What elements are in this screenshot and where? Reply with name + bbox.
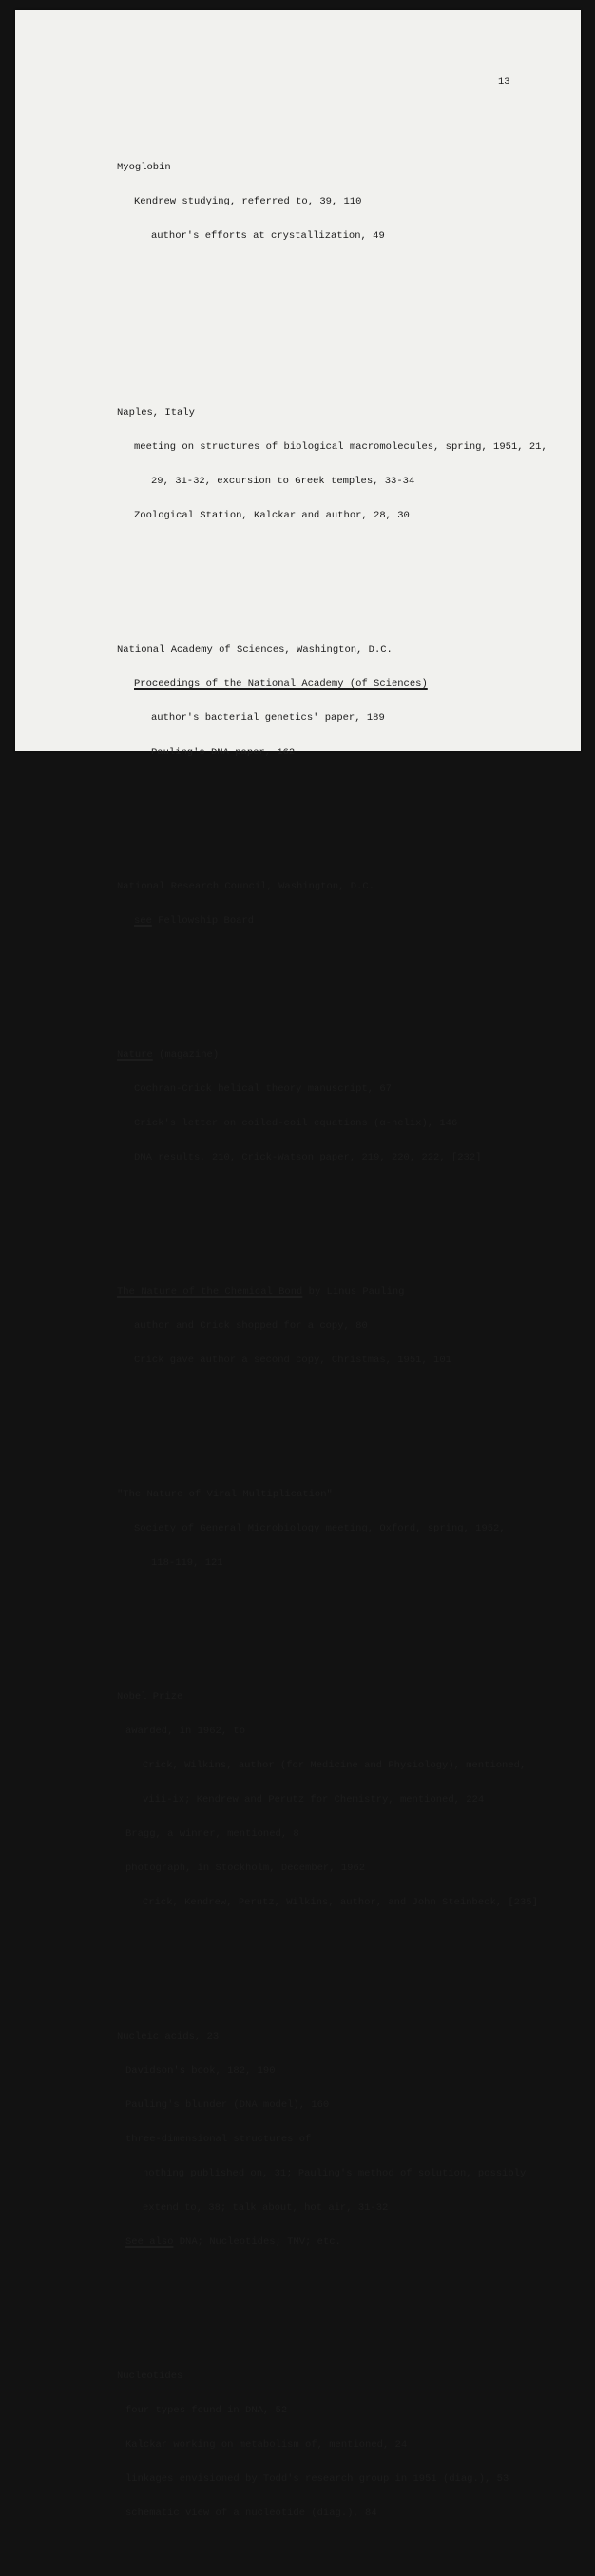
entry-line: Crick's letter on coiled-coil equations (α-helix), 146 <box>134 1118 458 1129</box>
index-entry-nature <box>117 1026 573 1186</box>
entry-heading: "The Nature of Viral Multiplication" <box>117 1489 333 1500</box>
entry-line: four types found in DNA, 52 <box>125 2405 288 2416</box>
entry-line: Bragg, a winner, mentioned, 8 <box>125 1828 299 1840</box>
index-entry-nucleotides <box>117 2348 573 2542</box>
entry-line: author's efforts at crystallization, 49 <box>151 230 385 242</box>
entry-heading-rest: (magazine) <box>159 1049 220 1061</box>
entry-heading-rest: by Linus Pauling <box>308 1286 405 1298</box>
entry-line: Crick, Kendrew, Perutz, Wilkins, author, and John Steinbeck, [235] <box>143 1897 538 1908</box>
page-number: 13 <box>498 76 510 88</box>
index-page <box>15 10 581 2519</box>
entry-line: Kendrew studying, referred to, 39, 110 <box>134 196 362 207</box>
entry-line: author and Crick shopped for a copy, 80 <box>134 1320 368 1332</box>
entry-line: viii-ix; Kendrew and Perutz for Chemistry, mentioned, 224 <box>143 1794 485 1805</box>
entry-line: nothing published on, 31; Pauling's method of solution, possibly <box>143 2168 527 2179</box>
entry-line: photograph, in Stockholm, December, 1962 <box>125 1863 366 1874</box>
see-also-target: DNA; Nucleotides; TMV; etc. <box>179 2236 341 2248</box>
entry-line: awarded, in 1962, to <box>125 1726 246 1737</box>
index-entry-national-research-council <box>117 858 573 949</box>
entry-line: linkages envisioned by Todd's research group in 1951 (diag.), 53 <box>125 2473 509 2485</box>
entry-line: 118-119, 121 <box>151 1557 223 1569</box>
entry-heading: Nobel Prize <box>117 1691 183 1703</box>
entry-heading: Myoglobin <box>117 162 171 173</box>
entry-line: extend to, 38; talk about, hot air, 31-32 <box>143 2202 389 2214</box>
entry-line: Pauling's DNA paper, 162 <box>151 747 296 758</box>
entry-line: 29, 31-32, excursion to Greek temples, 33-34 <box>151 476 415 487</box>
entry-heading: Nucleotides <box>117 2371 183 2382</box>
entry-line: meeting on structures of biological macromolecules, spring, 1951, 21, <box>134 441 547 453</box>
entry-heading: National Academy of Sciences, Washington, D.C. <box>117 644 393 655</box>
index-entry-national-academy <box>117 621 573 781</box>
entry-heading: National Research Council, Washington, D.C. <box>117 881 374 892</box>
index-entry-chemical-bond <box>117 1263 573 1389</box>
entry-line: schematic view of a nucleotide (diag.), 84 <box>125 2508 377 2519</box>
entry-line: Zoological Station, Kalckar and author, 28, 30 <box>134 510 410 521</box>
underlined-title: Proceedings of the National Academy (of Sciences) <box>134 678 428 690</box>
entry-line: Davidson's book, 182, 190 <box>125 2065 276 2077</box>
entry-line: Society of General Microbiology meeting, Oxford, spring, 1952, <box>134 1523 506 1534</box>
underlined-title: The Nature of the Chemical Bond <box>117 1286 303 1298</box>
index-entry-nucleic-acids <box>117 2008 573 2271</box>
entry-line: three-dimensional structures of <box>125 2134 312 2145</box>
entry-line: Kalckar working on metabolism of, mentioned, 24 <box>125 2439 408 2450</box>
see-target: Fellowship Board <box>158 915 255 927</box>
entry-line: Cochran-Crick helical theory manuscript, 67 <box>134 1083 392 1095</box>
index-entry-viral-multiplication <box>117 1466 573 1591</box>
entry-line: Crick gave author a second copy, Christmas, 1951, 101 <box>134 1355 451 1366</box>
see-label: see <box>134 915 152 927</box>
entry-line: Crick, Wilkins, author (for Medicine and Physiology), mentioned, <box>143 1760 527 1771</box>
index-entry-myoglobin <box>117 139 573 264</box>
entry-heading: Nucleic acids, 23 <box>117 2031 220 2042</box>
index-entries <box>117 93 573 2576</box>
entry-heading: Naples, Italy <box>117 407 195 419</box>
index-entry-naples <box>117 384 573 544</box>
entry-line: author's bacterial genetics' paper, 189 <box>151 712 385 724</box>
index-entry-nobel-prize <box>117 1669 573 1931</box>
entry-line: Pauling's blunder (DNA model), 160 <box>125 2099 330 2111</box>
entry-line: DNA results, 210, Crick-Watson paper, 219, 220, 222, [232] <box>134 1152 482 1163</box>
see-also-label: See also <box>125 2236 174 2248</box>
underlined-title: Nature <box>117 1049 153 1061</box>
